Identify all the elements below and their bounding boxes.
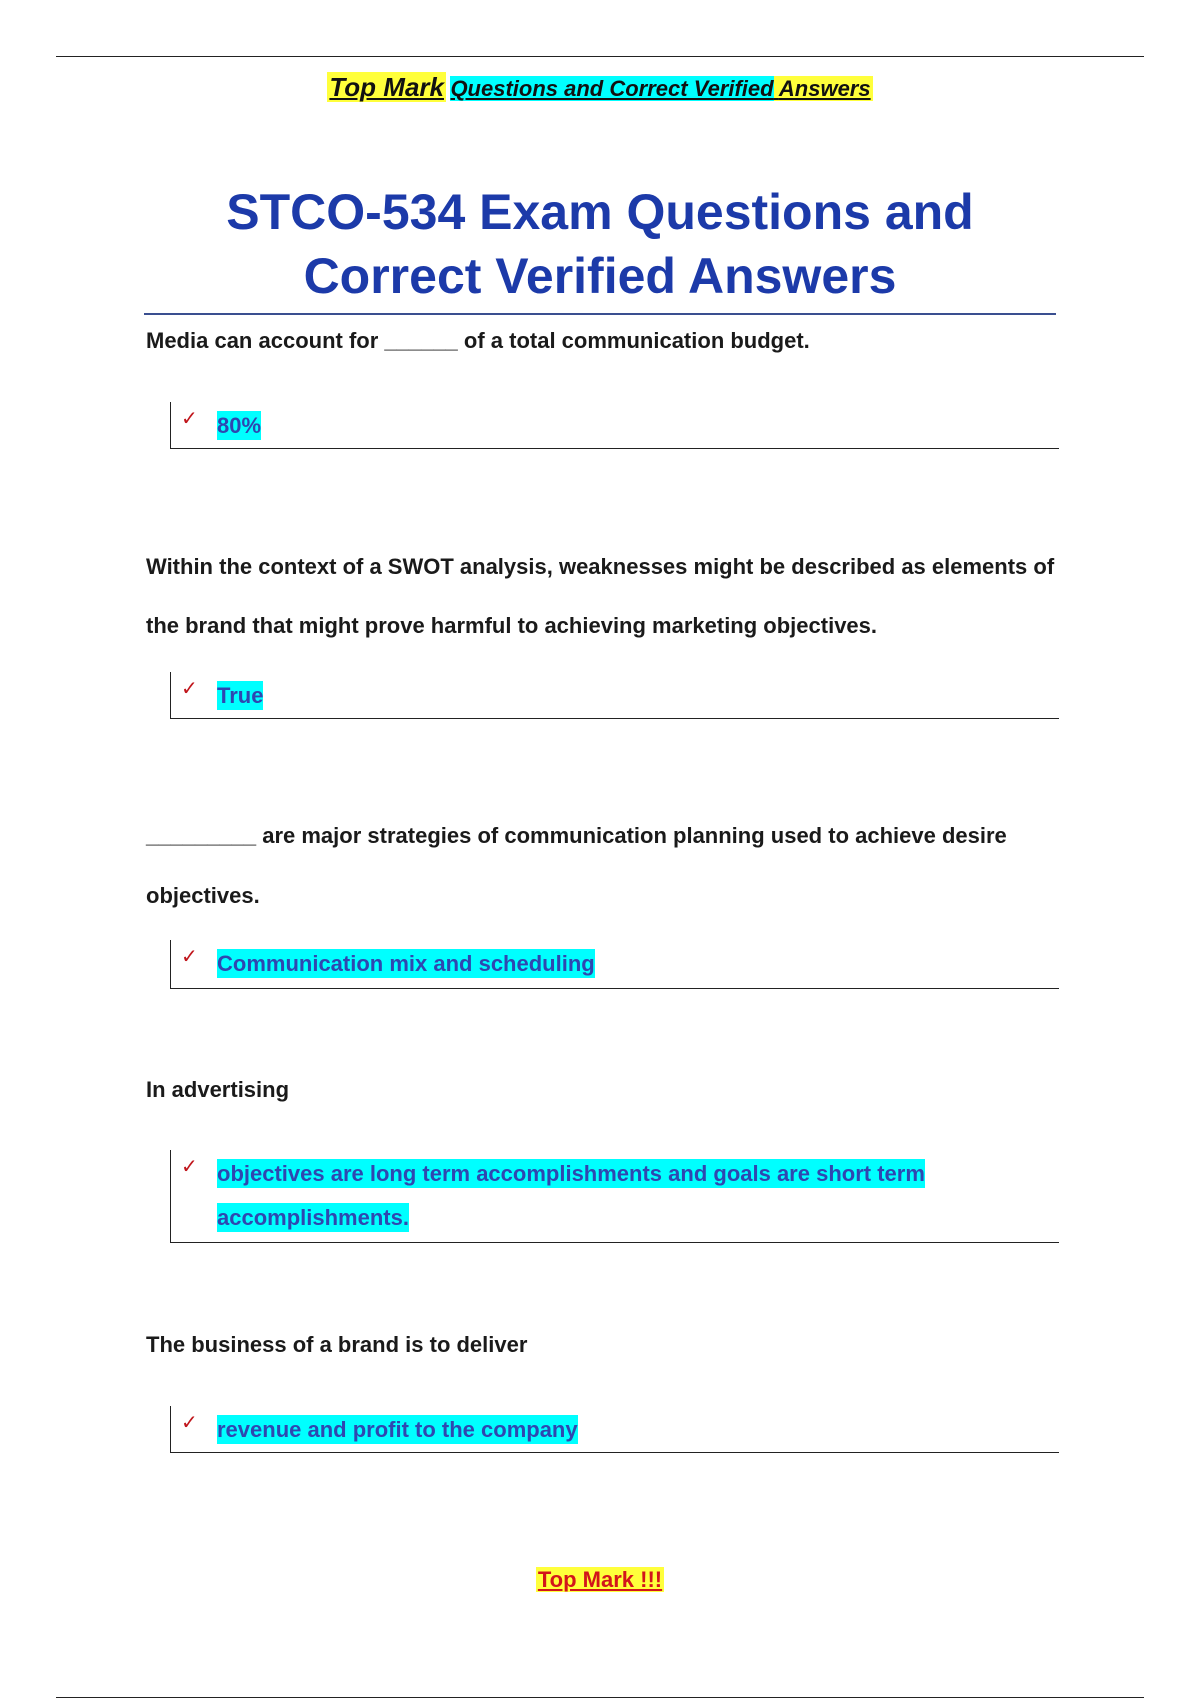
answer-box-5 bbox=[170, 1406, 1059, 1453]
checkmark-icon: ✓ bbox=[181, 676, 198, 700]
document-title: STCO-534 Exam Questions and Correct Verified Answers bbox=[226, 184, 974, 304]
answer-box-1 bbox=[170, 402, 1059, 449]
checkmark-icon: ✓ bbox=[181, 944, 198, 968]
footer-text: Top Mark !!! bbox=[537, 1567, 663, 1592]
page-header bbox=[0, 72, 1200, 103]
header-subtitle-end: Answers bbox=[778, 76, 871, 101]
answer-4: objectives are long term accomplishments and goals are short term accomplishments. bbox=[217, 1161, 925, 1230]
answer-box-4 bbox=[170, 1150, 1059, 1243]
question-4: In advertising bbox=[146, 1077, 290, 1102]
checkmark-icon: ✓ bbox=[181, 1410, 198, 1434]
answer-box-3 bbox=[170, 940, 1059, 989]
header-brand: Top Mark bbox=[329, 72, 444, 102]
checkmark-icon: ✓ bbox=[181, 1154, 198, 1178]
header-subtitle: Questions and Correct Verified bbox=[450, 76, 774, 101]
bottom-rule bbox=[56, 1697, 1144, 1698]
question-5: The business of a brand is to deliver bbox=[146, 1332, 528, 1357]
checkmark-icon: ✓ bbox=[181, 406, 198, 430]
page-footer bbox=[0, 1567, 1200, 1593]
title-underline bbox=[144, 313, 1056, 315]
question-1: Media can account for ______ of a total communication budget. bbox=[146, 328, 810, 353]
answer-5: revenue and profit to the company bbox=[217, 1417, 578, 1442]
answer-box-2 bbox=[170, 672, 1059, 719]
top-rule bbox=[56, 56, 1144, 57]
question-3: _________ are major strategies of communication planning used to achieve desire objectives. bbox=[146, 823, 1007, 908]
answer-1: 80% bbox=[217, 413, 262, 438]
answer-3: Communication mix and scheduling bbox=[217, 951, 595, 976]
question-2: Within the context of a SWOT analysis, weaknesses might be described as elements of the brand that might prove harmful to achieving marketing objectives. bbox=[146, 554, 1055, 638]
answer-2: True bbox=[217, 683, 264, 708]
